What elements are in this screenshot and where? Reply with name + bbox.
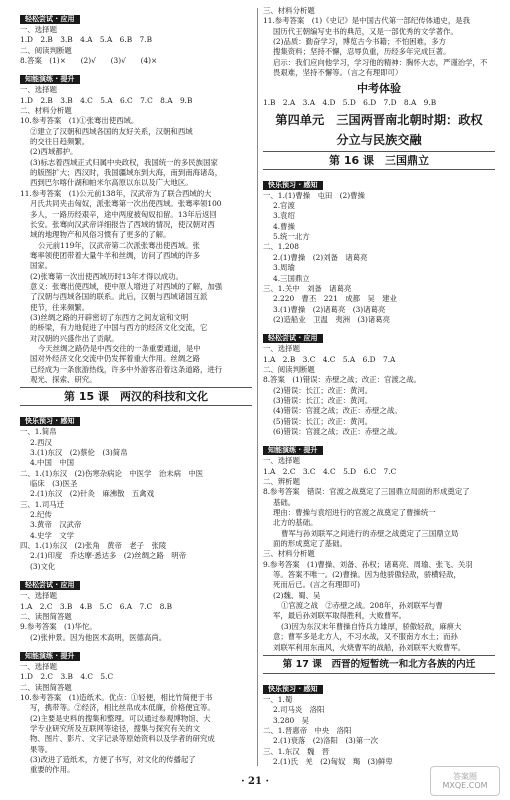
- answer-line: 国对外经济文化交流中仍发挥着重大作用。丝绸之路: [30, 354, 200, 364]
- answer-line: 多人，一路历经艰辛，途中两度被匈奴扣留。13年后返回: [30, 209, 217, 219]
- answer-line: 一、选择题: [20, 661, 57, 671]
- answer-line: 意义：张骞出使西域，使中原人增进了对西域的了解，加强: [30, 281, 223, 291]
- answer-line: 二、读图简答题: [20, 682, 72, 692]
- section-badge: 轻松尝试 · 应用: [20, 581, 80, 590]
- answer-line: 三、1.东汉 魏 晋: [263, 746, 330, 756]
- answer-line: 1.A 2.C 3.C 4.C 5.D 6.C 7.C: [263, 466, 397, 476]
- section-badge-row: [263, 676, 495, 695]
- section-badge: 知能演练 · 提升: [20, 75, 80, 84]
- answer-line: 月氏共同夹击匈奴，派张骞第一次出使西域。张骞率领100: [30, 199, 222, 209]
- answer-line: 了汉朝与西域各国的联系。此后，汉朝与西域诸国互派: [30, 292, 208, 302]
- section-badge-row: [20, 66, 252, 85]
- answer-line: 10.参考答案 (1)①张骞出使西域。: [20, 116, 139, 126]
- answer-line: 8.参考答案 错误：官渡之战奠定了三国鼎立局面的形成奠定了: [263, 487, 470, 497]
- answer-line: 一、选择题: [263, 456, 300, 466]
- page-number: · 21 ·: [241, 776, 269, 787]
- answer-line: 骞率领使团带着大量牛羊和丝绸，访问了西域的许多: [30, 250, 200, 260]
- right-column: [263, 6, 495, 767]
- answer-line: 2.(1)衰落 (2)洛阳 (3)第一次: [273, 736, 378, 746]
- answer-line: 二、材料分析题: [20, 106, 72, 116]
- answer-line: 2.官渡: [273, 201, 295, 211]
- answer-line: 的桥梁，有力地促进了中国与西方的经济文化交流，它: [30, 323, 208, 333]
- answer-line: 2.西汉: [30, 437, 52, 447]
- answer-line: 9.参考答案 (1)华佗。: [20, 622, 97, 632]
- answer-line: 今天丝绸之路仍是中西交往的一条重要通道，是中: [38, 343, 201, 353]
- answer-line: (3)错误：长江；改正：黄河。: [273, 395, 373, 405]
- section-badge-row: [20, 572, 252, 591]
- answer-line: (2)张仲景。因为他医术高明，医德高尚。: [30, 632, 167, 642]
- answer-line: 4.曹操: [273, 221, 295, 231]
- answer-line: (6)错误：官渡之战；改正：赤壁之战。: [273, 426, 402, 436]
- section-badge: 快乐预习 · 感知: [263, 181, 323, 190]
- answer-line: 一、1.简帛: [20, 427, 57, 437]
- section-badge-row: [263, 325, 495, 344]
- section-badge: 知能演练 · 提升: [263, 446, 323, 455]
- answer-line: 3.(1)曹操 (2)诸葛亮 (3)诸葛亮: [273, 304, 386, 314]
- answer-line: (2)品质：勤奋学习，博览古今书籍；不怕困难，多方: [273, 37, 447, 47]
- answer-line: 学专业研究所及互联网等途径，搜集与探究有关的文: [30, 723, 200, 733]
- section-badge: 快乐预习 · 感知: [20, 417, 80, 426]
- answer-line: 1.D 2.C 3.B 4.C 5.C: [20, 672, 114, 682]
- section-badge: 轻松尝试 · 应用: [20, 15, 80, 24]
- answer-line: 2.司马炎 洛阳: [273, 705, 325, 715]
- answer-line: 二、阅读判断题: [20, 45, 72, 55]
- answer-line: 8.答案 (1)错误：赤壁之战；改正：官渡之战。: [263, 375, 421, 385]
- answer-line: (3)文化: [30, 561, 56, 571]
- section-badge: 快乐预习 · 感知: [263, 685, 323, 694]
- answer-line: 三、材料分析题: [263, 6, 315, 15]
- unit-title: 第四单元 三国两晋南北朝时期：政权: [275, 112, 483, 127]
- answer-line: 3.(1)东汉 (2)蔡伦 (3)简帛: [30, 448, 128, 458]
- answer-line: 西到巴尔喀什湖和帕米尔高原以东以及广大地区。: [30, 178, 193, 188]
- answer-line: 9.参考答案 (1)曹操、刘备、孙权；诸葛亮、周瑜、张飞、关羽: [263, 559, 473, 569]
- answer-line: 一、选择题: [20, 25, 57, 34]
- lesson-title: 第 17 课 西晋的短暂统一和北方各族的内迁: [263, 655, 495, 674]
- answer-line: 4.三国鼎立: [273, 273, 310, 283]
- answer-line: 观光、探索、研究。: [30, 375, 97, 384]
- answer-line: (2)错误：长江；改正：黄河。: [273, 385, 373, 395]
- answer-line: 4.中国 中国: [30, 458, 75, 468]
- answer-line: 域的地理物产和风俗习惯有了更多的了解。: [30, 230, 171, 240]
- column-divider: [257, 8, 258, 766]
- answer-line: 搜集资料；坚持不懈，忍辱负重，历经多年完成巨著。: [273, 47, 451, 57]
- answer-line: (2)西域都护。: [30, 147, 78, 157]
- answer-line: 1.A 2.C 3.B 4.B 5.C 6.A 7.C 8.B: [20, 601, 173, 611]
- answer-line: 2.(1)氏 羌 (2)匈奴 羯 (3)鲜卑: [273, 756, 393, 766]
- answer-line: 使节，往来频繁。: [30, 302, 90, 312]
- answer-line: 三、1.关中 刘备 诸葛亮: [263, 283, 352, 293]
- answer-line: 基础。: [273, 497, 296, 507]
- section-badge: 轻松尝试 · 应用: [263, 334, 323, 343]
- answer-line: 二、1.(1)东汉 (2)伤寒杂病论 中医学 治未病 中医: [20, 468, 204, 478]
- answer-line: (2)造船业 卫温 夷洲 (3)诸葛亮: [273, 314, 391, 324]
- answer-line: 3.袁绍: [273, 211, 295, 221]
- answer-line: 军，最后孙刘联军取得胜利，大败曹军。: [273, 611, 407, 621]
- answer-line: 意；曹军多是北方人，不习水战，又不服南方水土；而孙: [273, 632, 458, 642]
- answer-line: 2.纪传: [30, 510, 52, 520]
- answer-line: 1.B 2.A 3.A 4.D 5.D 6.D 7.D 8.A 9.B: [263, 98, 437, 108]
- answer-line: 面的形成奠定了基础。: [273, 539, 347, 549]
- section-badge: 知能演练 · 提升: [20, 652, 80, 661]
- answer-line: 二、1.晋惠帝 中央 洛阳: [263, 725, 352, 735]
- answer-line: 写，携带等。②经济，相比丝帛成本低廉，价格便宜等。: [30, 703, 215, 713]
- answer-line: 临床 (3)医圣: [30, 479, 78, 489]
- answer-line: 2.(1)曹操 (2)刘备 诸葛亮: [273, 252, 368, 262]
- answer-line: 理由：曹操与袁绍进行的官渡之战奠定了曹操统一: [273, 508, 436, 518]
- answer-line: 10.参考答案 (1)造纸术。优点：①轻便，相比竹简便于书: [20, 692, 213, 702]
- answer-line: 二、阅读判断题: [263, 364, 315, 374]
- answer-line: (3)标志着西域正式归属中央政权，我国统一的多民族国家: [30, 157, 218, 167]
- answer-line: 等。答案不唯一。(2)曹操。因为他骄傲轻敌，骄横轻敌，: [273, 570, 461, 580]
- answer-line: 的版图扩大；西汉时，我国疆域东到大海，南到南海诸岛，: [30, 168, 223, 178]
- answer-line: 国家。: [30, 261, 53, 271]
- answer-line: 的交往日趋频繁。: [30, 137, 90, 147]
- lesson-title: 第 16 课 三国鼎立: [263, 151, 495, 170]
- answer-line: 11.参考答案 (1)《史记》是中国古代第一部纪传体通史，是我: [263, 16, 470, 26]
- answer-line: 4.史学 文学: [30, 530, 75, 540]
- answer-line: 刘联军利用东南风，火烧曹军的战船，孙刘联军大败曹军。: [273, 642, 466, 652]
- answer-line: 已经成为一条旅游热线，许多中外游客沿着这条道路，进行: [30, 364, 223, 374]
- answer-line: (4)错误：官渡之战；改正：赤壁之战。: [273, 406, 402, 416]
- answer-line: (3)丝绸之路的开辟密切了东西方之间友谊和文明: [30, 312, 189, 322]
- left-column: [20, 6, 252, 776]
- unit-title: 分立与民族交融: [336, 132, 422, 147]
- answer-line: 一、1.(1)曹操 屯田 (2)曹操: [263, 190, 365, 200]
- answer-line: 一、选择题: [20, 85, 57, 95]
- answer-line: 一、1.蜀: [263, 694, 293, 704]
- answer-line: 二、1.208: [263, 242, 299, 252]
- answer-line: (3)改进了造纸术，方便了书写，对文化的传播起了: [30, 754, 196, 764]
- answer-line: 2.(1)东汉 (2)针灸 麻沸散 五禽戏: [30, 489, 155, 499]
- answer-line: 死而后已。(言之有理即可): [273, 580, 361, 590]
- answer-line: 曹军与孙刘联军之间进行的赤壁之战奠定了三国鼎立局: [281, 528, 459, 538]
- answer-line: 三、1.司马迁: [20, 499, 65, 509]
- answer-line: (3)因为东汉末年曹操自恃兵力雄厚，骄傲轻敌，麻痹大: [281, 621, 462, 631]
- answer-line: 1.D 2.B 3.B 4.C 5.A 6.C 7.C 8.A 9.B: [20, 95, 193, 105]
- watermark-logo: 答案圈 MXQE.COM: [430, 766, 500, 796]
- answer-line: 三、材料分析题: [263, 549, 315, 559]
- answer-line: 果等。: [30, 744, 53, 754]
- answer-line: 1.D 2.B 3.B 4.A 5.A 6.B 7.B: [20, 35, 153, 45]
- answer-line: 物、图片、影片、文字记录等原始资料以及学者的研究成: [30, 734, 215, 744]
- answer-line: ②建立了汉朝和西域各国的友好关系，汉朝和西域: [30, 126, 193, 136]
- answer-line: 11.参考答案 (1)公元前138年，汉武帝为了联合西域的大: [20, 188, 212, 198]
- section-badge-row: [20, 6, 252, 25]
- answer-line: 8.答案 (1)× (2)√ (3)√ (4)×: [20, 56, 158, 66]
- lesson-title: 第 15 课 两汉的科技和文化: [20, 387, 252, 406]
- answer-line: 四、1.(1)东汉 (2)张角 黄帝 老子 张陵: [20, 541, 167, 551]
- answer-line: 二、辨析题: [263, 477, 300, 486]
- answer-line: 重要的作用。: [30, 765, 75, 775]
- answer-line: ①官渡之战 ②赤壁之战。208年，孙刘联军与曹: [281, 601, 443, 611]
- answer-line: 北方的基础。: [273, 518, 318, 528]
- answer-line: 2.(1)印度 乔达摩·悉达多 (2)丝绸之路 明帝: [30, 551, 186, 561]
- answer-line: 启示：我们应向他学习，学习他的精神：胸怀大志，严谨治学，不: [273, 57, 488, 67]
- answer-line: 国历代王朝编写史书的典范，又是一部优秀的文学著作。: [273, 26, 458, 36]
- answer-line: (5)错误：长江；改正：黄河。: [273, 416, 373, 426]
- section-badge-row: [20, 643, 252, 662]
- answer-line: 3.黄帝 汉武帝: [30, 520, 82, 530]
- answer-line: 长安。张骞向汉武帝详细报告了西域的情况，使汉朝对西: [30, 219, 215, 229]
- section-badge-row: [20, 408, 252, 427]
- answer-line: 一、选择题: [263, 344, 300, 354]
- answer-line: (2)魏、蜀、吴: [273, 590, 321, 600]
- answer-line: (2)主要是史料的搜集和整理。可以通过参观博物馆、大: [30, 713, 211, 723]
- section-badge-row: [263, 172, 495, 191]
- answer-line: 二、读图简答题: [20, 611, 72, 621]
- answer-line: (2)张骞第一次出使西域历时13年才得以成功。: [30, 271, 183, 281]
- answer-line: 5.统一北方: [273, 232, 310, 242]
- answer-line: 畏艰难，坚持不懈等。（言之有理即可）: [273, 68, 403, 78]
- answer-line: 3.周瑜: [273, 263, 295, 273]
- answer-line: 3.280 吴: [273, 715, 309, 725]
- section-badge-row: [263, 437, 495, 456]
- answer-line: 1.A 2.B 3.C 4.C 5.A 6.D 7.A: [263, 354, 396, 364]
- answer-line: 对汉朝的兴盛作出了贡献。: [30, 333, 119, 343]
- answer-line: 公元前119年，汉武帝第二次派张骞出使西域。张: [38, 240, 200, 250]
- answer-line: 一、选择题: [20, 591, 57, 601]
- answer-line: 2.220 曹丕 221 成都 吴 建业: [273, 294, 397, 304]
- section-heading: 中考体验: [357, 82, 401, 96]
